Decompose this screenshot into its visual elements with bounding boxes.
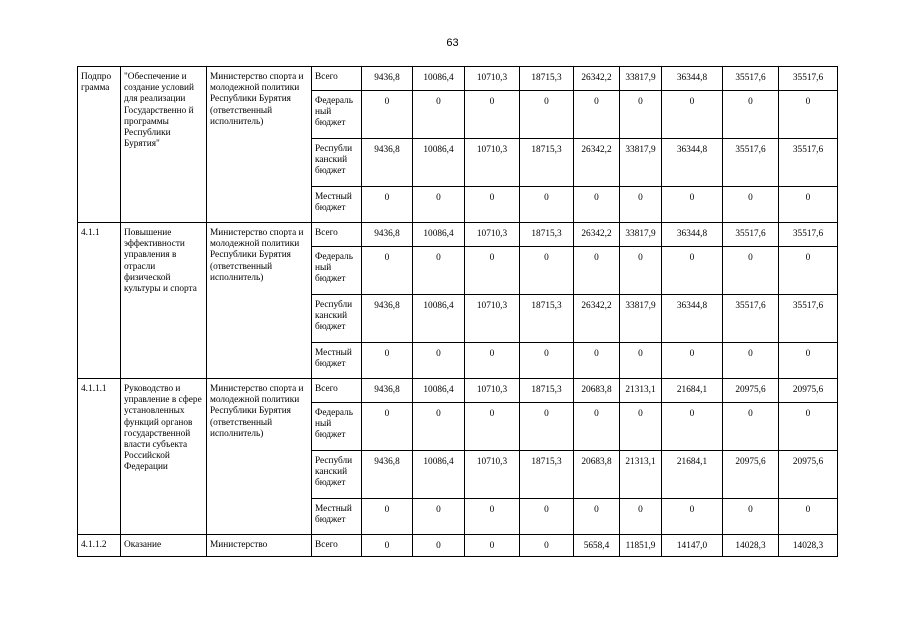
value-cell: 35517,6 bbox=[723, 295, 779, 343]
value-cell: 18715,3 bbox=[520, 451, 574, 499]
value-cell: 0 bbox=[723, 91, 779, 139]
value-cell: 0 bbox=[413, 499, 465, 535]
value-cell: 0 bbox=[620, 403, 662, 451]
program-name-cell: Руководство и управление в сфере установленных функций органов государственной власти субъекта Российской Федерации bbox=[121, 379, 207, 535]
value-cell: 5658,4 bbox=[574, 535, 620, 557]
value-cell: 0 bbox=[723, 247, 779, 295]
value-cell: 20975,6 bbox=[779, 379, 838, 403]
value-cell: 0 bbox=[413, 247, 465, 295]
value-cell: 10086,4 bbox=[413, 67, 465, 91]
funding-source-cell: Местный бюджет bbox=[312, 343, 362, 379]
value-cell: 36344,8 bbox=[662, 295, 723, 343]
budget-table bbox=[77, 66, 838, 557]
value-cell: 0 bbox=[574, 91, 620, 139]
value-cell: 9436,8 bbox=[362, 451, 413, 499]
value-cell: 0 bbox=[362, 343, 413, 379]
value-cell: 35517,6 bbox=[779, 295, 838, 343]
value-cell: 21313,1 bbox=[620, 451, 662, 499]
value-cell: 10710,3 bbox=[465, 223, 520, 247]
value-cell: 0 bbox=[723, 187, 779, 223]
value-cell: 9436,8 bbox=[362, 295, 413, 343]
value-cell: 10710,3 bbox=[465, 379, 520, 403]
value-cell: 0 bbox=[662, 403, 723, 451]
value-cell: 0 bbox=[620, 187, 662, 223]
value-cell: 0 bbox=[779, 499, 838, 535]
value-cell: 10086,4 bbox=[413, 451, 465, 499]
program-code-cell: Подпро грамма bbox=[78, 67, 121, 223]
value-cell: 0 bbox=[620, 343, 662, 379]
value-cell: 14028,3 bbox=[779, 535, 838, 557]
value-cell: 26342,2 bbox=[574, 223, 620, 247]
value-cell: 0 bbox=[620, 247, 662, 295]
value-cell: 36344,8 bbox=[662, 139, 723, 187]
value-cell: 0 bbox=[779, 343, 838, 379]
value-cell: 20683,8 bbox=[574, 451, 620, 499]
value-cell: 10086,4 bbox=[413, 223, 465, 247]
value-cell: 0 bbox=[520, 247, 574, 295]
value-cell: 11851,9 bbox=[620, 535, 662, 557]
value-cell: 18715,3 bbox=[520, 67, 574, 91]
value-cell: 0 bbox=[620, 91, 662, 139]
table-row bbox=[78, 535, 838, 557]
value-cell: 10710,3 bbox=[465, 139, 520, 187]
value-cell: 0 bbox=[413, 535, 465, 557]
value-cell: 9436,8 bbox=[362, 139, 413, 187]
value-cell: 0 bbox=[465, 187, 520, 223]
value-cell: 0 bbox=[520, 91, 574, 139]
value-cell: 33817,9 bbox=[620, 139, 662, 187]
value-cell: 0 bbox=[662, 91, 723, 139]
value-cell: 0 bbox=[779, 187, 838, 223]
value-cell: 0 bbox=[723, 343, 779, 379]
value-cell: 35517,6 bbox=[779, 223, 838, 247]
value-cell: 18715,3 bbox=[520, 379, 574, 403]
value-cell: 18715,3 bbox=[520, 223, 574, 247]
value-cell: 0 bbox=[662, 247, 723, 295]
funding-source-cell: Республи канский бюджет bbox=[312, 139, 362, 187]
value-cell: 0 bbox=[465, 499, 520, 535]
value-cell: 0 bbox=[362, 91, 413, 139]
value-cell: 0 bbox=[662, 499, 723, 535]
value-cell: 0 bbox=[465, 535, 520, 557]
value-cell: 33817,9 bbox=[620, 223, 662, 247]
value-cell: 0 bbox=[779, 91, 838, 139]
value-cell: 20683,8 bbox=[574, 379, 620, 403]
value-cell: 0 bbox=[413, 91, 465, 139]
value-cell: 9436,8 bbox=[362, 67, 413, 91]
value-cell: 21313,1 bbox=[620, 379, 662, 403]
program-name-cell: Оказание bbox=[121, 535, 207, 557]
funding-source-cell: Всего bbox=[312, 535, 362, 557]
value-cell: 0 bbox=[723, 403, 779, 451]
value-cell: 26342,2 bbox=[574, 139, 620, 187]
value-cell: 0 bbox=[574, 247, 620, 295]
value-cell: 0 bbox=[465, 403, 520, 451]
value-cell: 0 bbox=[620, 499, 662, 535]
table-row bbox=[78, 379, 838, 403]
value-cell: 0 bbox=[779, 247, 838, 295]
value-cell: 26342,2 bbox=[574, 295, 620, 343]
value-cell: 0 bbox=[574, 187, 620, 223]
value-cell: 0 bbox=[413, 187, 465, 223]
value-cell: 0 bbox=[465, 343, 520, 379]
value-cell: 0 bbox=[362, 187, 413, 223]
value-cell: 21684,1 bbox=[662, 379, 723, 403]
value-cell: 35517,6 bbox=[723, 139, 779, 187]
value-cell: 20975,6 bbox=[723, 451, 779, 499]
funding-source-cell: Федераль ный бюджет bbox=[312, 91, 362, 139]
program-code-cell: 4.1.1.2 bbox=[78, 535, 121, 557]
value-cell: 35517,6 bbox=[779, 139, 838, 187]
funding-source-cell: Всего bbox=[312, 223, 362, 247]
value-cell: 0 bbox=[574, 499, 620, 535]
value-cell: 10710,3 bbox=[465, 451, 520, 499]
value-cell: 18715,3 bbox=[520, 139, 574, 187]
value-cell: 35517,6 bbox=[723, 223, 779, 247]
value-cell: 10086,4 bbox=[413, 379, 465, 403]
value-cell: 36344,8 bbox=[662, 223, 723, 247]
value-cell: 0 bbox=[465, 247, 520, 295]
value-cell: 0 bbox=[413, 403, 465, 451]
value-cell: 14028,3 bbox=[723, 535, 779, 557]
value-cell: 20975,6 bbox=[723, 379, 779, 403]
value-cell: 9436,8 bbox=[362, 379, 413, 403]
funding-source-cell: Федераль ный бюджет bbox=[312, 247, 362, 295]
funding-source-cell: Всего bbox=[312, 67, 362, 91]
value-cell: 20975,6 bbox=[779, 451, 838, 499]
value-cell: 0 bbox=[362, 499, 413, 535]
value-cell: 14147,0 bbox=[662, 535, 723, 557]
value-cell: 0 bbox=[413, 343, 465, 379]
value-cell: 0 bbox=[465, 91, 520, 139]
value-cell: 9436,8 bbox=[362, 223, 413, 247]
value-cell: 0 bbox=[723, 499, 779, 535]
value-cell: 36344,8 bbox=[662, 67, 723, 91]
program-name-cell: "Обеспечение и создание условий для реализации Государственно й программы Республики Бурятия" bbox=[121, 67, 207, 223]
value-cell: 0 bbox=[520, 187, 574, 223]
program-code-cell: 4.1.1 bbox=[78, 223, 121, 379]
value-cell: 10710,3 bbox=[465, 295, 520, 343]
value-cell: 26342,2 bbox=[574, 67, 620, 91]
value-cell: 35517,6 bbox=[779, 67, 838, 91]
value-cell: 0 bbox=[520, 343, 574, 379]
value-cell: 18715,3 bbox=[520, 295, 574, 343]
value-cell: 0 bbox=[362, 247, 413, 295]
value-cell: 0 bbox=[662, 187, 723, 223]
value-cell: 0 bbox=[779, 403, 838, 451]
value-cell: 0 bbox=[362, 535, 413, 557]
page-number: 63 bbox=[446, 37, 459, 49]
funding-source-cell: Республи канский бюджет bbox=[312, 295, 362, 343]
table-row bbox=[78, 67, 838, 91]
table-row bbox=[78, 223, 838, 247]
funding-source-cell: Всего bbox=[312, 379, 362, 403]
executor-cell: Министерство спорта и молодежной политики Республики Бурятия (ответственный исполнитель) bbox=[207, 223, 312, 379]
program-code-cell: 4.1.1.1 bbox=[78, 379, 121, 535]
funding-source-cell: Федераль ный бюджет bbox=[312, 403, 362, 451]
executor-cell: Министерство bbox=[207, 535, 312, 557]
funding-source-cell: Местный бюджет bbox=[312, 187, 362, 223]
value-cell: 0 bbox=[574, 343, 620, 379]
executor-cell: Министерство спорта и молодежной политики Республики Бурятия (ответственный исполнитель) bbox=[207, 379, 312, 535]
executor-cell: Министерство спорта и молодежной политики Республики Бурятия (ответственный исполнитель) bbox=[207, 67, 312, 223]
value-cell: 21684,1 bbox=[662, 451, 723, 499]
value-cell: 0 bbox=[574, 403, 620, 451]
value-cell: 33817,9 bbox=[620, 67, 662, 91]
value-cell: 0 bbox=[362, 403, 413, 451]
value-cell: 0 bbox=[520, 403, 574, 451]
value-cell: 0 bbox=[662, 343, 723, 379]
value-cell: 10710,3 bbox=[465, 67, 520, 91]
value-cell: 10086,4 bbox=[413, 295, 465, 343]
value-cell: 33817,9 bbox=[620, 295, 662, 343]
value-cell: 10086,4 bbox=[413, 139, 465, 187]
funding-source-cell: Республи канский бюджет bbox=[312, 451, 362, 499]
funding-source-cell: Местный бюджет bbox=[312, 499, 362, 535]
program-name-cell: Повышение эффективности управления в отрасли физической культуры и спорта bbox=[121, 223, 207, 379]
value-cell: 0 bbox=[520, 535, 574, 557]
value-cell: 35517,6 bbox=[723, 67, 779, 91]
value-cell: 0 bbox=[520, 499, 574, 535]
